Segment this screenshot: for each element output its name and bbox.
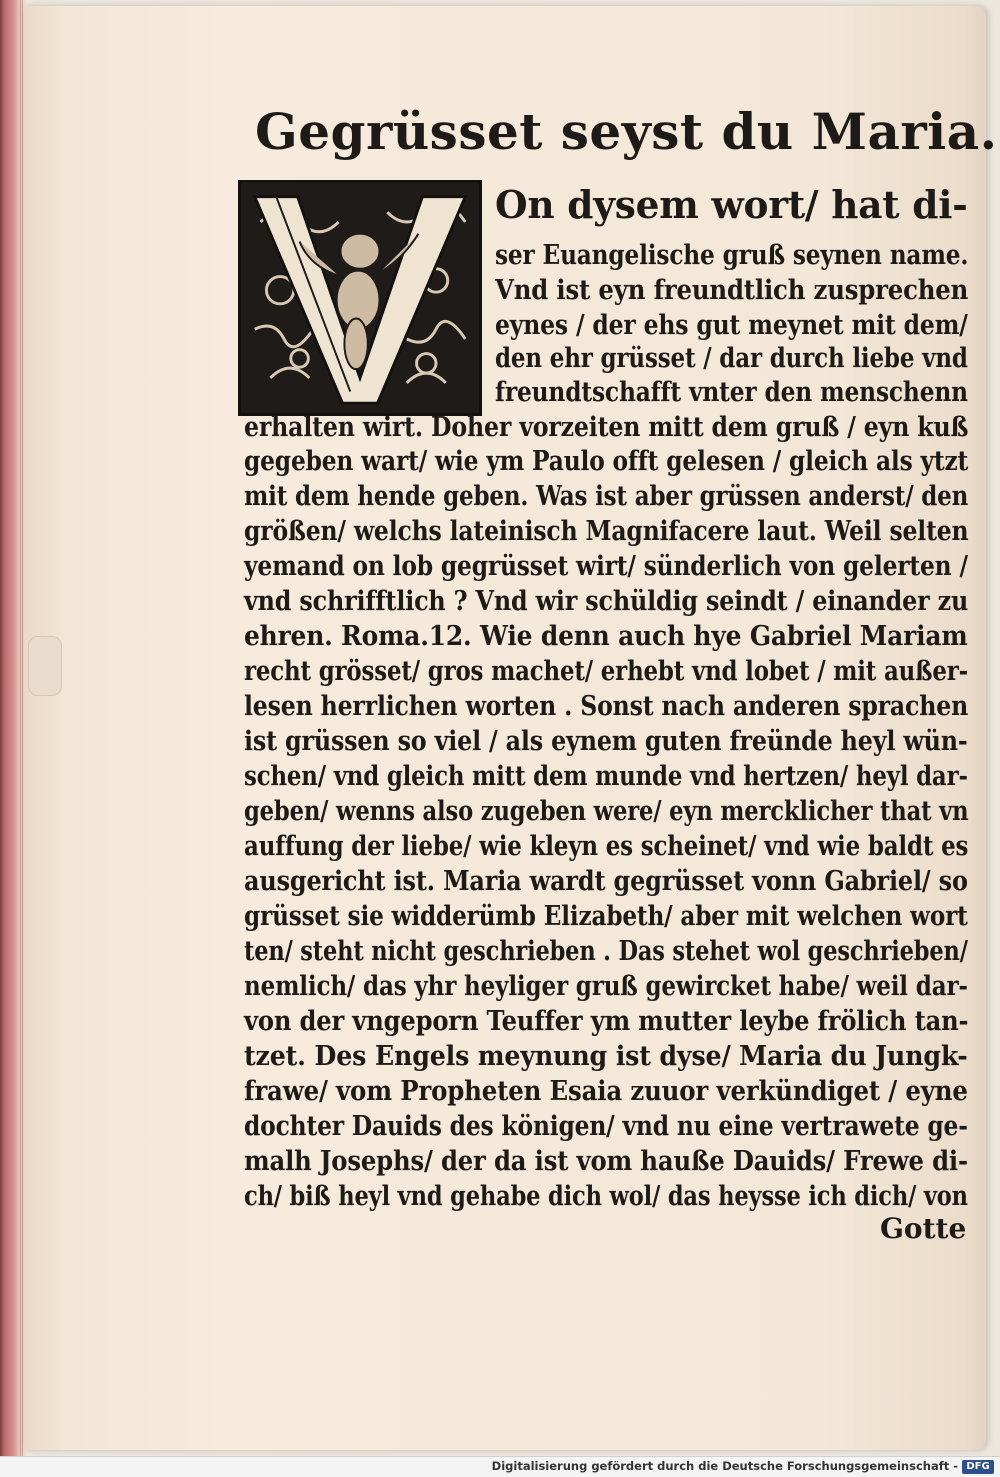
text-line: von der vngeporn Teuffer ym mutter leybe frölich tan- [244,1005,969,1037]
initial-letter-glyph: V [443,195,461,221]
text-line: geben/ wenns also zugeben were/ eyn mercklicher that vn [244,795,969,827]
dfg-logo: DFG [962,1460,994,1474]
text-line: freundtschafft vnter den menschenn [495,376,968,408]
text-line: gegeben wart/ wie ym Paulo offt gelesen / gleich als ytzt [244,445,969,477]
text-line: ist grüssen so viel / als eynem guten freünde heyl wün- [244,725,968,757]
text-line: ser Euangelische gruß seynen name. [495,239,969,271]
catchword: Gotte [880,1212,967,1245]
text-line: ehren. Roma.12. Wie denn auch hye Gabriel Mariam [244,620,968,652]
text-line: erhalten wirt. Doher vorzeiten mitt dem gruß / eyn kuß [244,411,969,443]
text-line: lesen herrlichen worten . Sonst nach anderen sprachen [244,690,969,722]
decorated-initial-letter [238,180,482,416]
text-line: ten/ steht nicht geschrieben . Das stehet wol geschrieben/ [244,935,968,967]
text-line: schen/ vnd gleich mitt dem munde vnd hertzen/ heyl dar- [244,760,968,792]
initial-woodcut-icon [241,183,479,413]
text-line: ch/ biß heyl vnd gehabe dich wol/ das heysse ich dich/ von [244,1180,968,1212]
digitization-footer [0,1456,1000,1477]
text-line: größen/ welchs lateinisch Magnifacere laut. Weil selten [244,515,969,547]
text-line: yemand on lob gegrüsset wirt/ sünderlich von gelerten / [244,550,968,582]
text-line: ausgericht ist. Maria wardt gegrüsset vonn Gabriel/ so [244,865,968,897]
text-line: nemlich/ das yhr heyliger gruß gewircket habe/ weil dar- [244,970,968,1002]
text-line: den ehr grüsset / dar durch liebe vnd [495,342,968,374]
text-line: mit dem hende geben. Was ist aber grüssen anderst/ den [244,480,969,512]
page-tab-marker [28,636,62,696]
text-line: eynes / der ehs gut meynet mit dem/ [495,309,968,341]
text-line: On dysem wort/ hat di- [495,182,968,227]
text-line: grüsset sie widderümb Elizabeth/ aber mit welchen wort [244,900,968,932]
text-line: recht grösset/ gros machet/ erhebt vnd lobet / mit außer- [244,655,968,687]
text-line: Vnd ist eyn freundtlich zusprechen [495,274,969,306]
page-heading: Gegrüsset seyst du Maria. [255,102,998,161]
text-line: malh Josephs/ der da ist vom hauße Dauids/ Frewe di- [244,1145,968,1177]
text-line: vnd schrifftlich ? Vnd wir schüldig seindt / einander zu [244,585,969,617]
text-line: frawe/ vom Propheten Esaia zuuor verkündiget / eyne [244,1075,968,1107]
text-line: auffung der liebe/ wie kleyn es scheinet/ vnd wie baldt es [244,830,969,862]
footer-credit: Digitalisierung gefördert durch die Deutsche Forschungsgemeinschaft - [491,1459,958,1473]
text-line: dochter Dauids des königen/ vnd nu eine vertrawete ge- [244,1110,968,1142]
text-line: tzet. Des Engels meynung ist dyse/ Maria du Jungk- [244,1040,968,1072]
